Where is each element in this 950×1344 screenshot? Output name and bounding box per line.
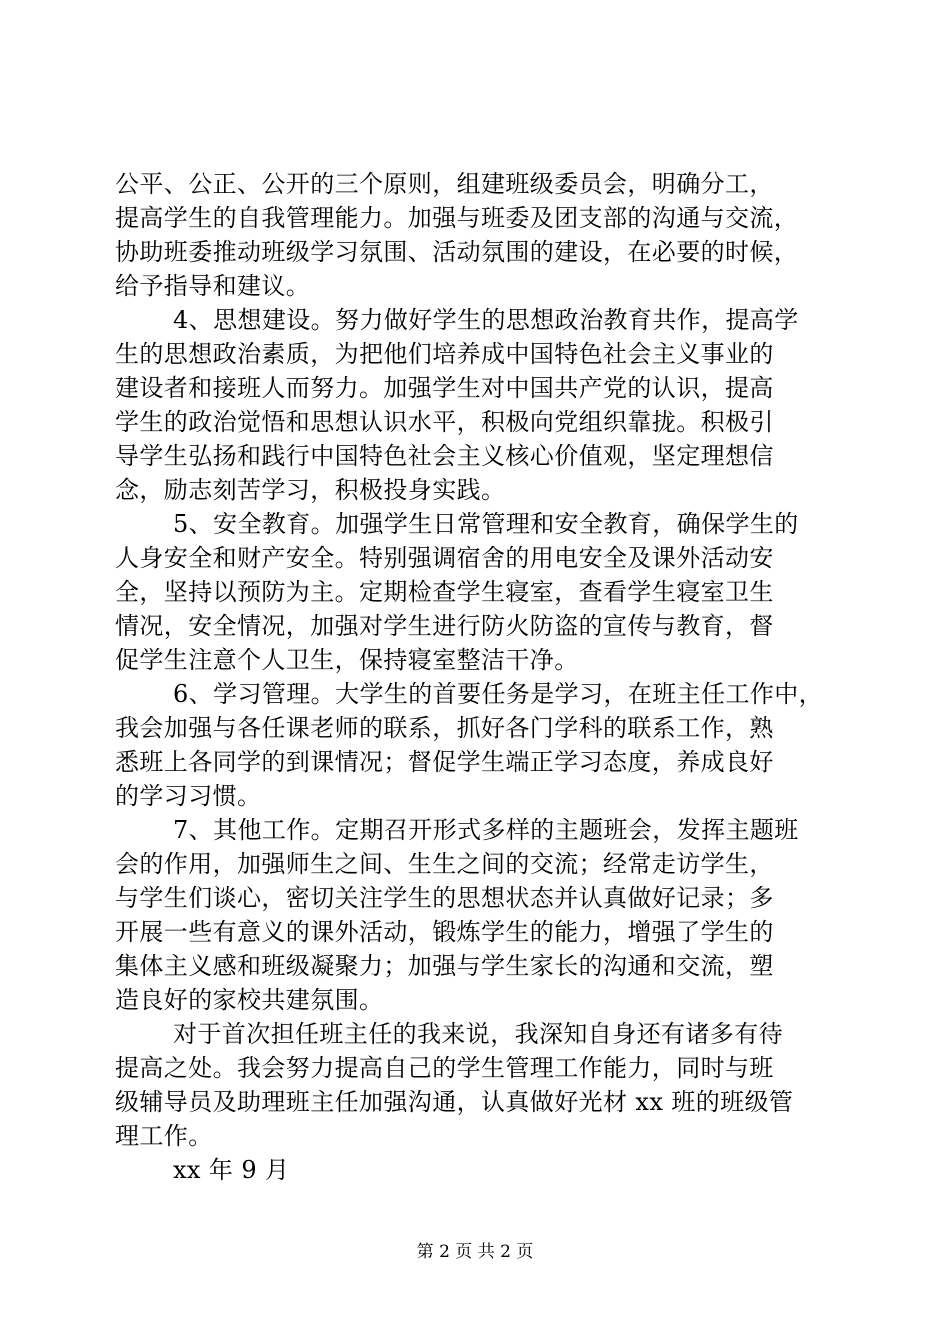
text-line: 促学生注意个人卫生，保持寝室整洁干净。 [115, 646, 579, 674]
text-line: 协助班委推动班级学习氛围、活动氛围的建设，在必要的时候， [115, 238, 799, 266]
text-line: 生的思想政治素质，为把他们培养成中国特色社会主义事业的 [115, 340, 774, 368]
text-line: 理工作。 [115, 1122, 213, 1150]
text-line: 5、安全教育。加强学生日常管理和安全教育，确保学生的 [173, 510, 799, 538]
text-line: 学生的政治觉悟和思想认识水平，积极向党组织靠拢。积极引 [115, 408, 774, 436]
text-line: 的学习习惯。 [115, 782, 262, 810]
text-line: 造良好的家校共建氛围。 [115, 986, 384, 1014]
text-line: 导学生弘扬和践行中国特色社会主义核心价值观，坚定理想信 [115, 442, 774, 470]
text-line: 提高之处。我会努力提高自己的学生管理工作能力，同时与班 [115, 1054, 774, 1082]
text-line: 公平、公正、公开的三个原则，组建班级委员会，明确分工， [115, 170, 774, 198]
text-line: 建设者和接班人而努力。加强学生对中国共产党的认识，提高 [115, 374, 774, 402]
document-body [115, 167, 837, 1187]
text-line: 与学生们谈心，密切关注学生的思想状态并认真做好记录；多 [115, 884, 774, 912]
text-line: 全，坚持以预防为主。定期检查学生寝室，查看学生寝室卫生 [115, 578, 774, 606]
text-line: 给予指导和建议。 [115, 272, 311, 300]
text-line: 悉班上各同学的到课情况；督促学生端正学习态度，养成良好 [115, 748, 774, 776]
text-line: 开展一些有意义的课外活动，锻炼学生的能力，增强了学生的 [115, 918, 774, 946]
text-line: 级辅导员及助理班主任加强沟通，认真做好光材 xx 班的班级管 [115, 1088, 794, 1116]
text-line: 7、其他工作。定期召开形式多样的主题班会，发挥主题班 [173, 816, 799, 844]
text-line: 我会加强与各任课老师的联系，抓好各门学科的联系工作，熟 [115, 714, 774, 742]
text-line: 提高学生的自我管理能力。加强与班委及团支部的沟通与交流， [115, 204, 799, 232]
text-line: 集体主义感和班级凝聚力；加强与学生家长的沟通和交流，塑 [115, 952, 774, 980]
page-footer: 第 2 页 共 2 页 [416, 1242, 534, 1262]
text-line: 6、学习管理。大学生的首要任务是学习，在班主任工作中， [173, 680, 824, 708]
text-line: 对于首次担任班主任的我来说，我深知自身还有诸多有待 [173, 1020, 783, 1048]
text-line: 人身安全和财产安全。特别强调宿舍的用电安全及课外活动安 [115, 544, 774, 572]
text-line: xx 年 9 月 [173, 1156, 290, 1184]
text-line: 念，励志刻苦学习，积极投身实践。 [115, 476, 506, 504]
text-line: 4、思想建设。努力做好学生的思想政治教育共作，提高学 [173, 306, 799, 334]
text-line: 会的作用，加强师生之间、生生之间的交流；经常走访学生， [115, 850, 774, 878]
text-line: 情况，安全情况，加强对学生进行防火防盗的宣传与教育，督 [115, 612, 774, 640]
